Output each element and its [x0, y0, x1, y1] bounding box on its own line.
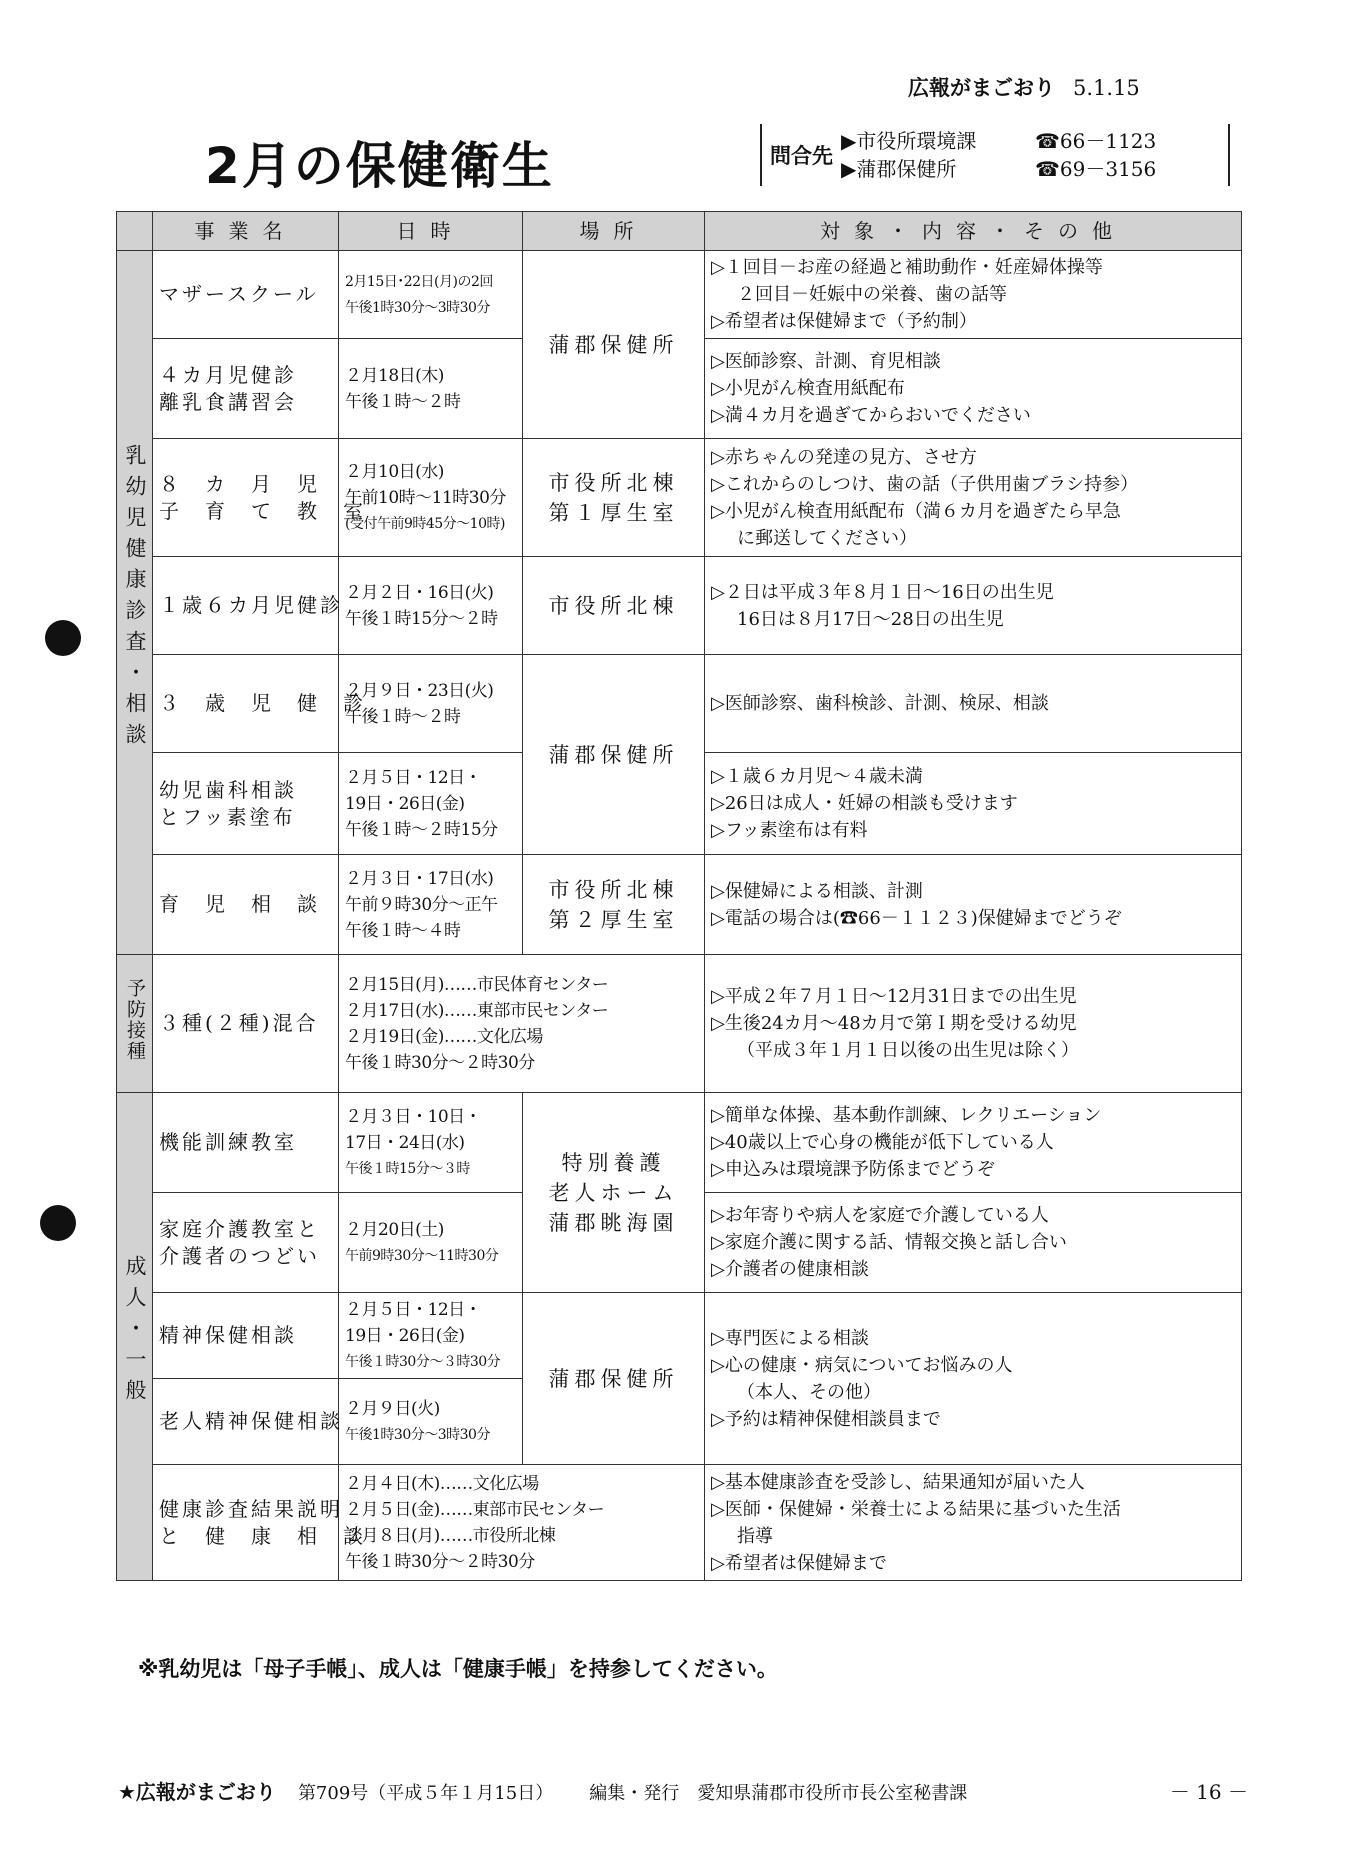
text-line: 午後1時30分～3時30分: [345, 1426, 490, 1443]
text-line: ２月18日(木): [345, 365, 444, 386]
text-line: ▷小児がん検査用紙配布: [711, 378, 905, 399]
header-cell-name: 事業名: [153, 212, 339, 251]
date-cell: [339, 955, 705, 1093]
text-line: ▷電話の場合は(☎66－１１２３)保健婦までどうぞ: [711, 907, 1122, 929]
text-line: ２月３日・17日(水): [345, 868, 494, 889]
text-line: ４カ月児健診: [159, 362, 297, 387]
table-row: [117, 557, 1242, 655]
footnote: ※乳幼児は「母子手帳」、成人は「健康手帳」を持参してください。: [138, 1657, 778, 1681]
text-line: ▷１歳６カ月児～４歳未満: [711, 766, 923, 787]
details-cell: [705, 439, 1242, 557]
text-line: 家庭介護教室と: [159, 1216, 320, 1241]
text-line: ▷希望者は保健婦まで: [711, 1552, 887, 1574]
binder-hole: [45, 620, 81, 656]
contact-line: [841, 155, 1156, 183]
text-line: ２月５日(金)……東部市民センター: [345, 1499, 605, 1520]
category-label: 予防接種: [124, 977, 146, 1062]
details-cell: [705, 753, 1242, 855]
text-line: 午前10時～11時30分: [345, 487, 506, 508]
program-name-cell: [153, 1293, 339, 1379]
place-cell: [523, 655, 705, 855]
text-line: ▷簡単な体操、基本動作訓練、レクリエーション: [711, 1105, 1102, 1126]
category-cell: [117, 1093, 153, 1581]
text-line: 午後1時30分～3時30分: [345, 299, 490, 316]
text-line: ２月17日(水)……東部市民センター: [345, 1000, 609, 1021]
details-cell: [705, 339, 1242, 439]
text-line: ２月５日・12日・: [345, 767, 482, 788]
text-line: 蒲郡保健所: [548, 742, 679, 767]
place-cell: [523, 1293, 705, 1465]
text-line: ▷保健婦による相談、計測: [711, 880, 923, 902]
details-cell: [705, 1093, 1242, 1193]
program-name-cell: [153, 855, 339, 955]
text-line: 老人ホーム: [548, 1180, 679, 1205]
place-cell: [523, 251, 705, 439]
page-number: － 16 －: [1169, 1780, 1248, 1804]
header-publication: 広報がまごおり: [908, 76, 1055, 100]
text-line: ▷医師・保健婦・栄養士による結果に基づいた生活: [711, 1498, 1121, 1520]
footer-publisher: 編集・発行 愛知県蒲郡市役所市長公室秘書課: [589, 1783, 968, 1804]
text-line: ▷これからのしつけ、歯の話（子供用歯ブラシ持参）: [711, 473, 1139, 495]
program-name-cell: [153, 557, 343, 655]
text-line: ２月９日・23日(火): [345, 680, 494, 701]
program-name-cell: [153, 439, 366, 557]
text-line: ▷予約は精神保健相談員まで: [711, 1408, 941, 1430]
text-line: ▷家庭介護に関する話、情報交換と話し合い: [711, 1232, 1067, 1253]
program-name-cell: [153, 753, 339, 855]
text-line: 午前9時30分～11時30分: [345, 1247, 499, 1264]
details-cell: [705, 251, 1242, 339]
category-label: 成人・一般: [123, 1255, 147, 1410]
text-line: 午後１時30分～２時30分: [345, 1551, 535, 1572]
text-line: ▷40歳以上で心身の機能が低下している人: [711, 1132, 1054, 1153]
text-line: 市役所北棟: [548, 470, 679, 495]
text-line: 育 児 相 談: [159, 892, 320, 916]
table-row: [117, 855, 1242, 955]
date-cell: [339, 251, 523, 339]
table-row: [117, 439, 1242, 557]
text-line: 午後１時～４時: [345, 920, 461, 941]
place-cell: [523, 1093, 705, 1293]
text-line: ２月19日(金)……文化広場: [345, 1026, 543, 1047]
text-line: 午前９時30分～正午: [345, 894, 498, 915]
date-cell: [339, 1193, 523, 1293]
text-line: ２月20日(土): [345, 1219, 444, 1240]
table-row: [117, 251, 1242, 339]
text-line: ３ 歳 児 健 診: [159, 691, 366, 715]
text-line: ▷１回目－お産の経過と補助動作・妊産婦体操等: [711, 257, 1103, 278]
text-line: 老人精神保健相談: [159, 1409, 343, 1433]
text-line: ▷26日は成人・妊婦の相談も受けます: [711, 793, 1018, 814]
text-line: ▷フッ素塗布は有料: [711, 820, 868, 841]
place-cell: [523, 855, 705, 955]
text-line: 蒲郡眺海園: [548, 1210, 679, 1235]
contact-org: ▶市役所環境課: [841, 129, 977, 153]
category-cell: [117, 251, 153, 955]
header-cell-blank: [117, 212, 153, 251]
header-cell-place: 場所: [523, 212, 705, 251]
text-line: （本人、その他）: [737, 1381, 881, 1403]
program-name-cell: [153, 251, 339, 339]
date-cell: [339, 439, 523, 557]
text-line: ３種(２種)混合: [159, 1011, 319, 1035]
binder-hole: [40, 1205, 76, 1241]
header-date: 5.1.15: [1073, 76, 1140, 100]
text-line: ２月15日(月)……市民体育センター: [345, 974, 609, 995]
page-footer: [118, 1776, 1248, 1805]
details-cell: [705, 955, 1242, 1093]
text-line: 午後１時～２時15分: [345, 819, 498, 840]
text-line: ▷申込みは環境課予防係までどうぞ: [711, 1159, 995, 1180]
page-title: 2月の保健衛生: [205, 137, 554, 195]
text-line: ▷基本健康診査を受診し、結果通知が届いた人: [711, 1471, 1085, 1493]
text-line: ▷赤ちゃんの発達の見方、させ方: [711, 446, 977, 468]
text-line: (受付午前9時45分～10時): [345, 515, 505, 532]
text-line: １歳６カ月児健診: [159, 593, 343, 617]
text-line: 指導: [737, 1525, 773, 1547]
category-cell: [117, 955, 153, 1093]
text-line: 16日は８月17日～28日の出生児: [737, 608, 1004, 630]
footer-issue: 第709号（平成５年１月15日）: [297, 1783, 554, 1804]
text-line: ▷医師診察、計測、育児相談: [711, 351, 941, 372]
details-cell: [705, 655, 1242, 753]
text-line: 健康診査結果説明: [159, 1496, 343, 1521]
table-row: [117, 1093, 1242, 1193]
date-cell: [339, 753, 523, 855]
details-cell: [705, 1465, 1242, 1581]
table-header-row: [117, 212, 1242, 251]
text-line: ８ カ 月 児: [159, 471, 320, 496]
program-name-cell: [153, 955, 339, 1093]
text-line: ２月10日(水): [345, 461, 444, 482]
contact-box: [760, 124, 1230, 186]
text-line: ▷希望者は保健婦まで（予約制）: [711, 311, 977, 332]
text-line: ▷生後24カ月～48カ月で第Ｉ期を受ける幼児: [711, 1013, 1077, 1034]
place-cell: [523, 439, 705, 557]
text-line: 午後１時～２時: [345, 391, 461, 412]
text-line: ▷介護者の健康相談: [711, 1259, 869, 1280]
details-cell: [705, 1293, 1242, 1465]
date-cell: [339, 855, 523, 955]
contact-org: ▶蒲郡保健所: [841, 157, 957, 181]
text-line: 機能訓練教室: [159, 1130, 297, 1154]
text-line: ▷２日は平成３年８月１日～16日の出生児: [711, 581, 1054, 603]
date-cell: [339, 1379, 523, 1465]
text-line: 19日・26日(金): [345, 793, 465, 814]
text-line: 市役所北棟: [548, 593, 679, 618]
text-line: 第２厚生室: [548, 907, 679, 932]
program-name-cell: [153, 655, 366, 753]
running-header: [908, 72, 1140, 102]
date-cell: [339, 557, 523, 655]
text-line: （平成３年１月１日以後の出生児は除く）: [737, 1040, 1079, 1061]
text-line: 午後１時15分～２時: [345, 608, 498, 629]
details-cell: [705, 1193, 1242, 1293]
text-line: 介護者のつどい: [159, 1243, 320, 1268]
contact-phone: ☎69－3156: [1035, 157, 1157, 181]
contact-phone: ☎66－1123: [1035, 129, 1157, 153]
text-line: ▷満４カ月を過ぎてからおいでください: [711, 405, 1031, 426]
text-line: ２月３日・10日・: [345, 1106, 482, 1127]
text-line: ２月４日(木)……文化広場: [345, 1473, 539, 1494]
text-line: 市役所北棟: [548, 877, 679, 902]
date-cell: [339, 339, 523, 439]
place-cell: [523, 557, 705, 655]
text-line: ２回目－妊娠中の栄養、歯の話等: [737, 284, 1007, 305]
program-name-cell: [153, 1193, 339, 1293]
text-line: ▷医師診察、歯科検診、計測、検尿、相談: [711, 693, 1049, 714]
text-line: 精神保健相談: [159, 1323, 297, 1347]
table-row: [117, 655, 1242, 753]
text-line: とフッ素塗布: [159, 804, 296, 829]
program-name-cell: [153, 339, 339, 439]
table-row: [117, 955, 1242, 1093]
text-line: ▷平成２年７月１日～12月31日までの出生児: [711, 986, 1077, 1007]
text-line: 蒲郡保健所: [548, 332, 679, 357]
footer-publication: ★広報がまごおり: [118, 1780, 276, 1804]
table-row: [117, 1293, 1242, 1379]
schedule-table: [116, 211, 1242, 1581]
text-line: 19日・26日(金): [345, 1325, 465, 1346]
program-name-cell: [153, 1379, 343, 1465]
text-line: に郵送してください）: [737, 527, 917, 549]
text-line: と 健 康 相 談: [159, 1523, 366, 1548]
text-line: 午後１時30分～３時30分: [345, 1353, 501, 1370]
text-line: ２月９日(火): [345, 1398, 440, 1419]
text-line: 特別養護: [561, 1150, 666, 1175]
text-line: 離乳食講習会: [159, 389, 297, 414]
text-line: 午後１時30分～２時30分: [345, 1052, 535, 1073]
date-cell: [339, 1465, 705, 1581]
date-cell: [339, 1093, 523, 1193]
text-line: ▷専門医による相談: [711, 1327, 869, 1349]
text-line: 蒲郡保健所: [548, 1366, 679, 1391]
header-cell-date: 日時: [339, 212, 523, 251]
text-line: 第１厚生室: [548, 500, 679, 525]
table-row: [117, 1465, 1242, 1581]
details-cell: [705, 557, 1242, 655]
program-name-cell: [153, 1465, 366, 1581]
date-cell: [339, 655, 523, 753]
text-line: 午後１時15分～３時: [345, 1160, 470, 1177]
text-line: ２月２日・16日(火): [345, 582, 494, 603]
text-line: ２月８日(月)……市役所北棟: [345, 1525, 556, 1546]
category-label: 乳幼児健康診査・相談: [123, 443, 147, 754]
text-line: ▷お年寄りや病人を家庭で介護している人: [711, 1205, 1049, 1226]
text-line: ２月５日・12日・: [345, 1299, 482, 1320]
text-line: マザースクール: [159, 282, 319, 306]
text-line: 17日・24日(水): [345, 1132, 465, 1153]
program-name-cell: [153, 1093, 339, 1193]
contact-line: [841, 127, 1156, 155]
text-line: ▷心の健康・病気についてお悩みの人: [711, 1354, 1013, 1376]
details-cell: [705, 855, 1242, 955]
contact-label: 問合先: [770, 144, 833, 168]
text-line: 2月15日･22日(月)の2回: [345, 273, 493, 290]
header-cell-details: 対象・内容・その他: [705, 212, 1242, 251]
date-cell: [339, 1293, 523, 1379]
text-line: ▷小児がん検査用紙配布（満６カ月を過ぎたら早急: [711, 500, 1121, 522]
text-line: 午後１時～２時: [345, 706, 461, 727]
text-line: 幼児歯科相談: [159, 777, 297, 802]
text-line: 子 育 て 教 室: [159, 498, 366, 523]
